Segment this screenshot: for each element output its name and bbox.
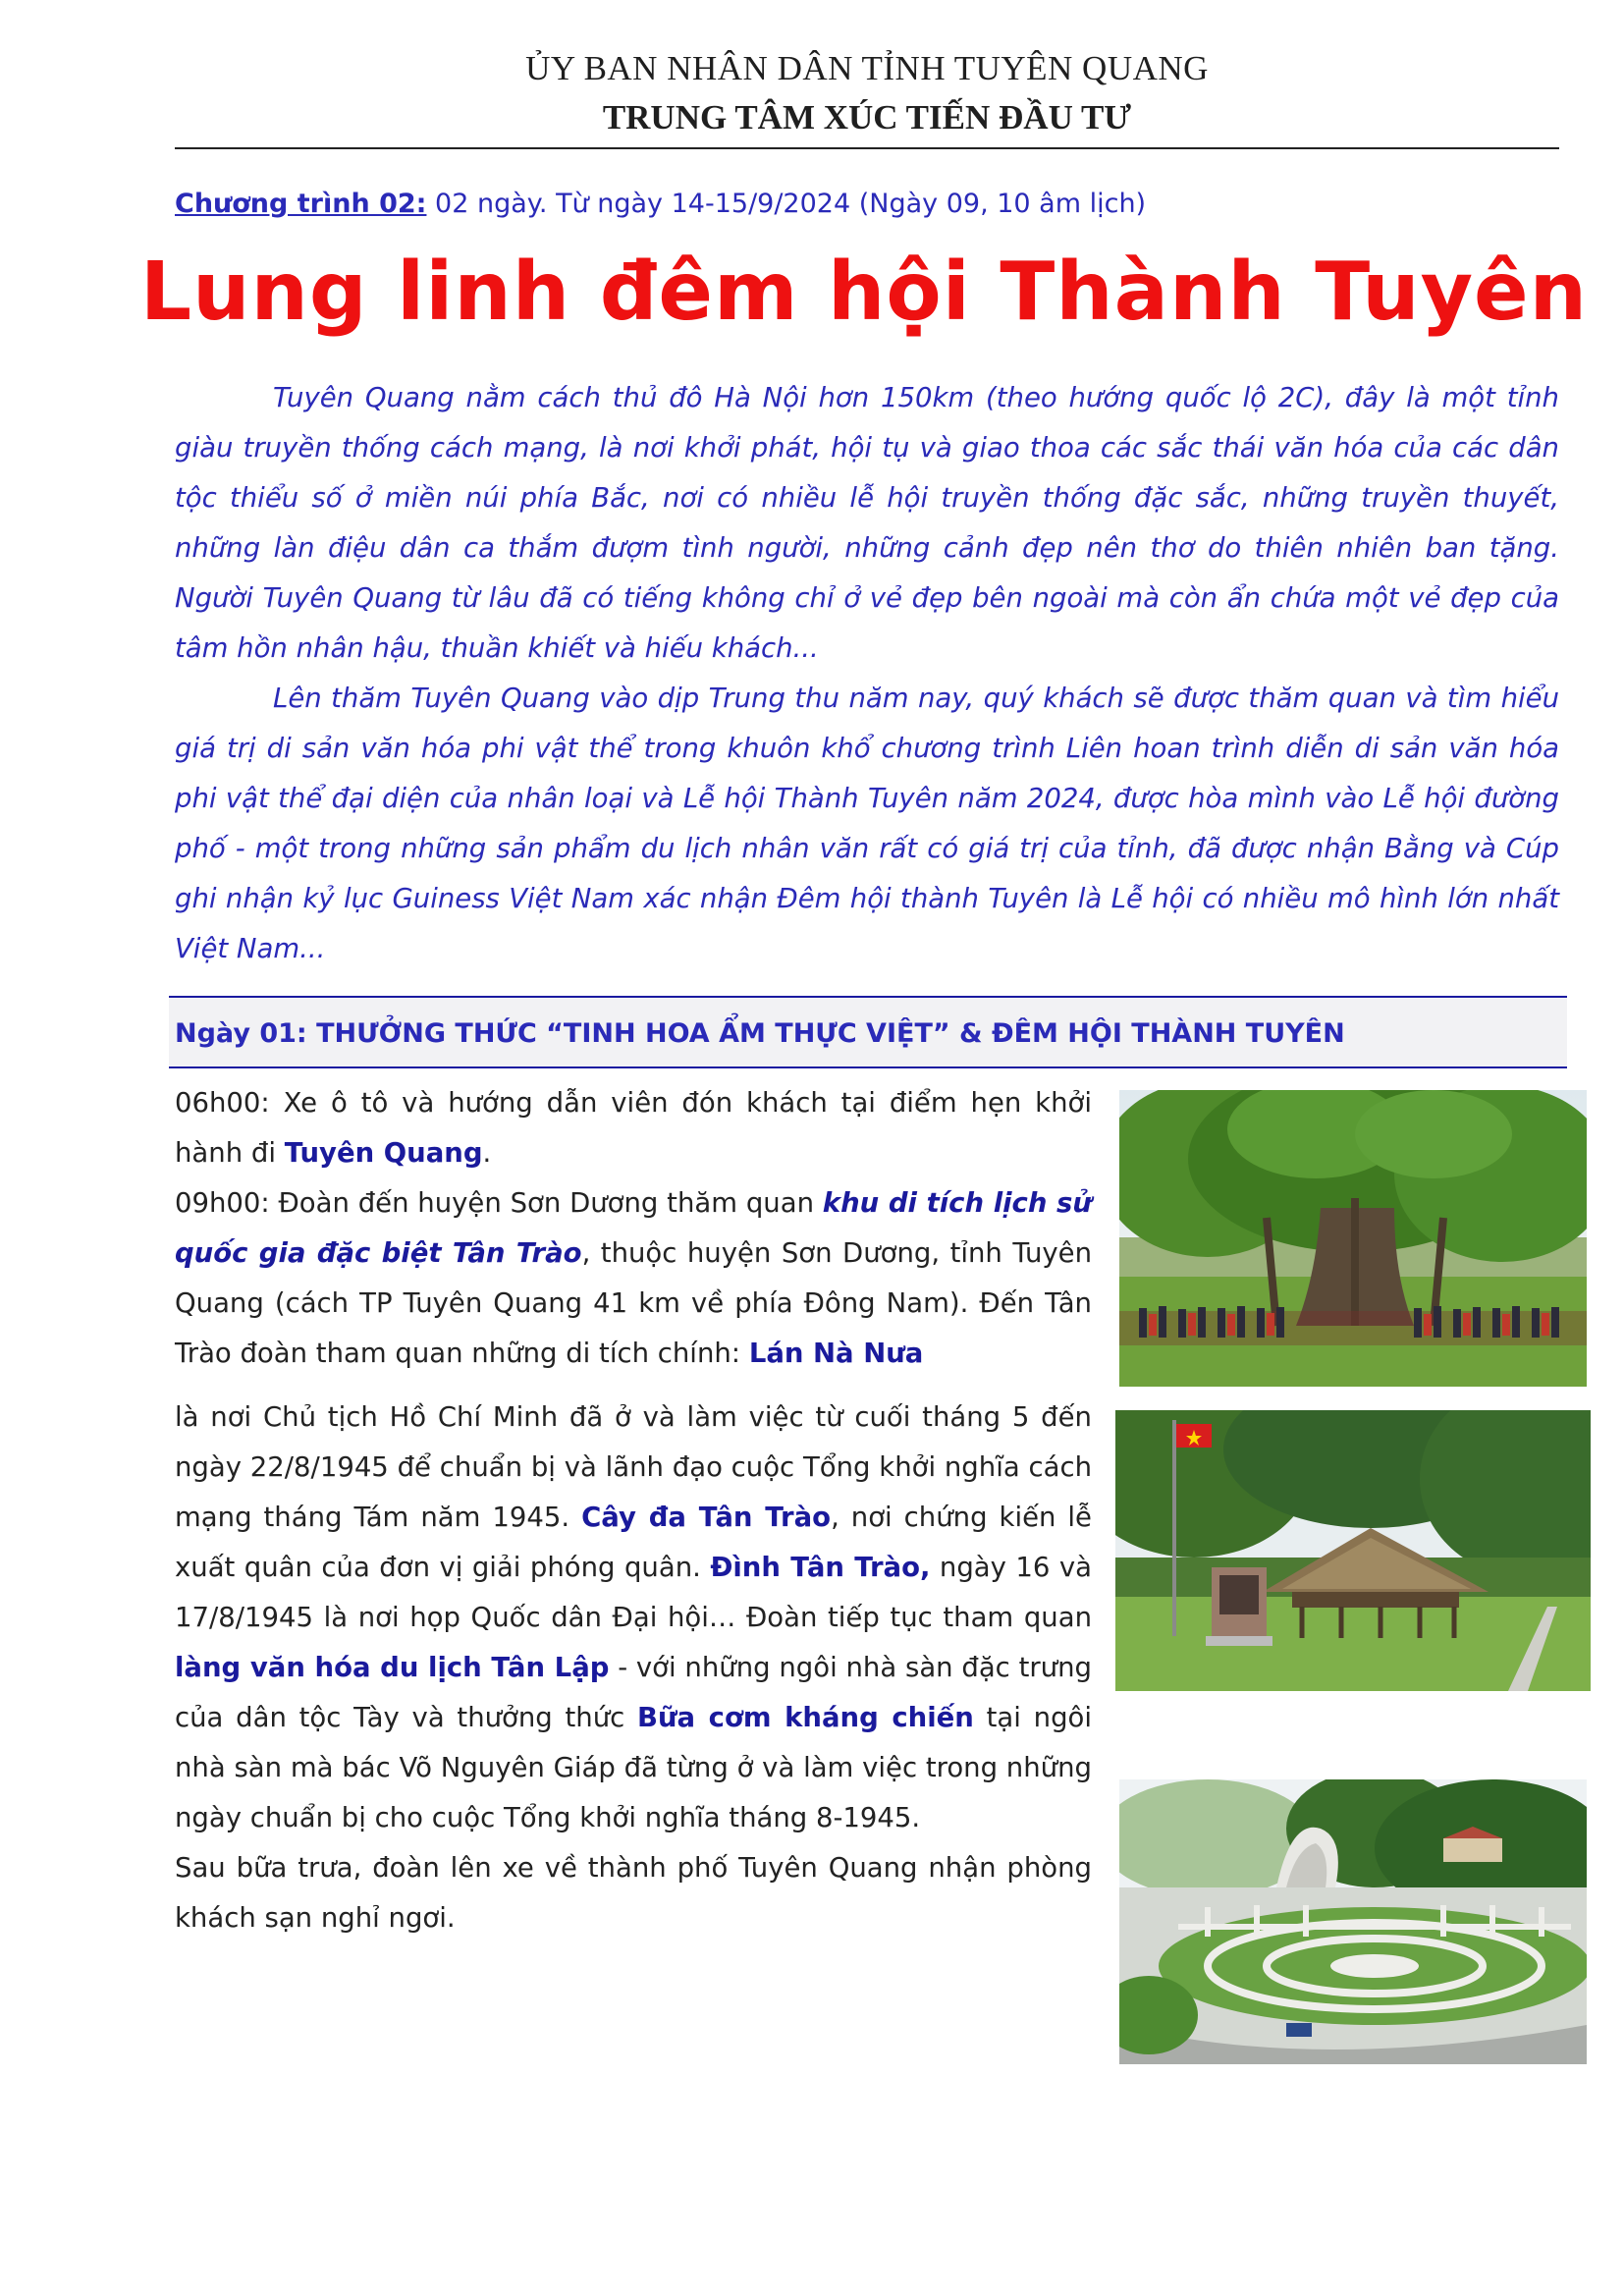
itinerary-text: . xyxy=(482,1137,492,1169)
itinerary-text: , nơi chứng kiến lễ xuất quân của đơn vị giải phóng quân. xyxy=(175,1502,1092,1583)
intro-paragraph-1 xyxy=(175,373,1559,674)
program-label: Chương trình 02: xyxy=(175,189,427,219)
itinerary-highlight: Bữa cơm kháng chiến xyxy=(637,1702,974,1733)
itinerary-text: 06h00: Xe ô tô và hướng dẫn viên đón khách tại điểm hẹn khởi hành đi xyxy=(175,1087,1092,1169)
day1-itinerary xyxy=(175,1078,1092,1943)
itinerary-text: 09h00: Đoàn đến huyện Sơn Dương thăm quan xyxy=(175,1187,823,1219)
itinerary-text: là nơi Chủ tịch Hồ Chí Minh đã ở và làm việc từ cuối tháng 5 đến ngày 22/8/1945 để chuẩn bị và lãnh đạo cuộc Tổng khởi nghĩa cách mạng tháng Tám năm 1945. xyxy=(175,1401,1092,1533)
itinerary-afternoon xyxy=(175,1843,1092,1943)
itinerary-highlight: Cây đa Tân Trào xyxy=(581,1502,832,1533)
header-divider xyxy=(175,147,1559,149)
header-center: TRUNG TÂM XÚC TIẾN ĐẦU TƯ xyxy=(602,98,1132,137)
itinerary-text: ngày 16 và 17/8/1945 là nơi họp Quốc dân Đại hội… Đoàn tiếp tục tham quan xyxy=(175,1552,1092,1633)
itinerary-0900 xyxy=(175,1178,1092,1379)
itinerary-text: Sau bữa trưa, đoàn lên xe về thành phố Tuyên Quang nhận phòng khách sạn nghỉ ngơi. xyxy=(175,1852,1092,1934)
intro-text-1: Tuyên Quang nằm cách thủ đô Hà Nội hơn 150km (theo hướng quốc lộ 2C), đây là một tỉnh giàu truyền thống cách mạng, là nơi khởi phát, hội tụ và giao thoa các sắc thái văn hóa của các dân tộc thiểu số ở miền núi phía Bắc, nơi có nhiều lễ hội truyền thống đặc sắc, những truyền thuyết, những làn điệu dân ca thắm đượm tình người, những cảnh đẹp nên thơ do thiên nhiên ban tặng. Người Tuyên Quang từ lâu đã có tiếng không chỉ ở vẻ đẹp bên ngoài mà còn ẩn chứa một vẻ đẹp của tâm hồn nhân hậu, thuần khiết và hiếu khách... xyxy=(175,382,1559,664)
header-agency: ỦY BAN NHÂN DÂN TỈNH TUYÊN QUANG xyxy=(525,49,1209,87)
photo-tan-trao-communal-house xyxy=(1115,1410,1591,1691)
day1-title: Ngày 01: THƯỞNG THỨC “TINH HOA ẨM THỰC VIỆT” & ĐÊM HỘI THÀNH TUYÊN xyxy=(175,1018,1345,1049)
itinerary-highlight: Lán Nà Nưa xyxy=(748,1338,924,1369)
itinerary-highlight: khu di tích lịch sử quốc gia đặc biệt Tân Trào xyxy=(175,1187,1092,1269)
itinerary-highlight: Đình Tân Trào, xyxy=(710,1552,931,1583)
itinerary-text: - với những ngôi nhà sàn đặc trưng của dân tộc Tày và thưởng thức xyxy=(175,1652,1092,1733)
itinerary-tan-trao xyxy=(175,1393,1092,1843)
itinerary-highlight: Tuyên Quang xyxy=(284,1137,483,1169)
photo-banyan-tree xyxy=(1119,1090,1587,1387)
itinerary-text: , thuộc huyện Sơn Dương, tỉnh Tuyên Quang (cách TP Tuyên Quang 41 km về phía Đông Nam). Đến Tân Trào đoàn tham quan những di tích chính: xyxy=(175,1237,1093,1369)
itinerary-0600 xyxy=(175,1078,1092,1178)
intro-paragraph-2 xyxy=(175,674,1559,974)
program-line xyxy=(175,189,1146,219)
intro-text-2: Lên thăm Tuyên Quang vào dịp Trung thu năm nay, quý khách sẽ được thăm quan và tìm hiểu giá trị di sản văn hóa phi vật thể trong khuôn khổ chương trình Liên hoan trình diễn di sản văn hóa phi vật thể đại diện của nhân loại và Lễ hội Thành Tuyên năm 2024, được hòa mình vào Lễ hội đường phố - một trong những sản phẩm du lịch nhân văn rất có giá trị của tỉnh, đã được nhận Bằng và Cúp ghi nhận kỷ lục Guiness Việt Nam xác nhận Đêm hội thành Tuyên là Lễ hội có nhiều mô hình lớn nhất Việt Nam... xyxy=(175,683,1559,964)
program-dates: 02 ngày. Từ ngày 14-15/9/2024 (Ngày 09, 10 âm lịch) xyxy=(426,189,1147,219)
itinerary-highlight: làng văn hóa du lịch Tân Lập xyxy=(175,1652,610,1683)
itinerary-text: tại ngôi nhà sàn mà bác Võ Nguyên Giáp đã từng ở và làm việc trong những ngày chuẩn bị cho cuộc Tổng khởi nghĩa tháng 8-1945. xyxy=(175,1702,1092,1833)
page-title: Lung linh đêm hội Thành Tuyên xyxy=(139,246,1589,339)
photo-city-square xyxy=(1119,1779,1587,2064)
